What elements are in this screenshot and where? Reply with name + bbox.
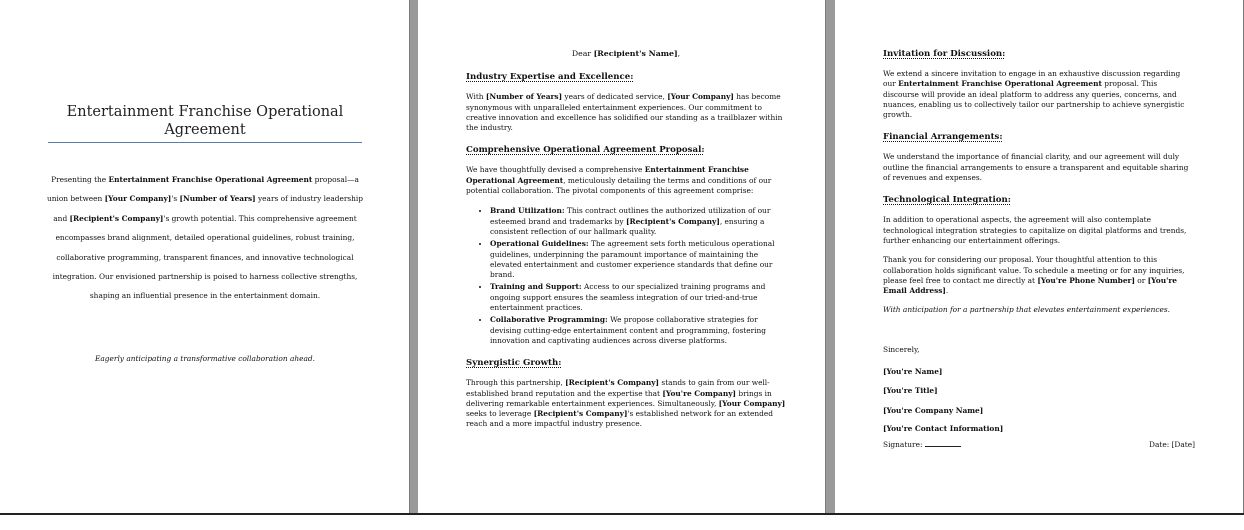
salutation: Dear [Recipient's Name], [571,49,681,58]
document-page-2 [418,0,826,514]
sender-contact: [You're Contact Information] [883,423,1004,433]
sender-company: [You're Company Name] [883,405,984,415]
intro-paragraph: Presenting the Entertainment Franchise Operational Agreement proposal—a union between [Your Company]'s [Number of Years] years of industry leadership and [Recipient's Company]'s growth potential. This comprehensive agreement encompasses brand alignment, detailed operational guidelines, robust training, collaborative programming, transparent finances, and innovative technological integration. Our envisioned partnership is poised to harness collective strengths, shaping an influential presence in the entertainment domain. [46,175,364,301]
paragraph-operational-proposal: We have thoughtfully devised a comprehensive Entertainment Franchise Operational Agreement, meticulously detailing the terms and conditions of our potential collaboration. The pivotal components of this agreement comprise: [466,165,772,196]
paragraph-financial: We understand the importance of financial clarity, and our agreement will duly outline the financial arrangements to ensure a transparent and equitable sharing of revenues and expenses. [883,152,1189,183]
heading-financial: Financial Arrangements: [883,132,1003,143]
sincerely-line: Sincerely, [883,344,920,354]
anticipation-line: With anticipation for a partnership that elevates entertainment experiences. [883,305,1171,315]
paragraph-invitation: We extend a sincere invitation to engage in an exhaustive discussion regarding our Entertainment Franchise Operational Agreement proposal. This discourse will provide an ideal platform to address any queries, concerns, and nuances, enabling us to collectively tailor our partnership to achieve synergistic growth. [883,69,1185,120]
paragraph-thanks: Thank you for considering our proposal. Your thoughtful attention to this collaboration holds significant value. To schedule a meeting or for any inquiries, please feel free to contact me directly at [You're Phone Number] or [You're Email Address]. [883,255,1185,296]
list-item: • Collaborative Programming: We propose collaborative strategies for devising cutting-edge entertainment content and programming, fostering innovation and captivating audiences across diverse platforms. [490,315,786,346]
status-strip [0,515,1244,530]
title-divider [48,142,362,143]
agreement-components-list [466,206,786,346]
heading-invitation: Invitation for Discussion: [883,49,1006,59]
paragraph-synergistic-growth: Through this partnership, [Recipient's Company] stands to gain from our well-established brand reputation and the expertise that [You're Company] brings in delivering remarkable entertainment experiences. Simultaneously, [Your Company] seeks to leverage [Recipient's Company]'s established network for an extended reach and a more impactful industry presence. [466,378,786,429]
document-title: Entertainment Franchise Operational Agreement [66,104,344,138]
paragraph-technological: In addition to operational aspects, the agreement will also contemplate technological integration strategies to capitalize on digital platforms and trends, further enhancing our entertainment offerings. [883,215,1187,245]
signature-row [883,440,1195,450]
heading-synergistic-growth: Synergistic Growth: [466,358,562,369]
paragraph-industry-expertise: With [Number of Years] years of dedicated service, [Your Company] has become synonymous with unparalleled entertainment experiences. Our commitment to creative innovation and excellence has solidified our standing as a trailblazer within the industry. [466,92,783,133]
list-item: • Training and Support: Access to our specialized training programs and ongoing support ensures the seamless integration of our tried-and-true entertainment practices. [490,282,786,313]
document-page-1 [0,0,410,514]
heading-operational-proposal: Comprehensive Operational Agreement Proposal: [466,145,705,156]
heading-industry-expertise: Industry Expertise and Excellence: [466,72,634,83]
heading-technological: Technological Integration: [883,195,1011,206]
closing-line: Eagerly anticipating a transformative collaboration ahead. [95,354,315,363]
sender-title: [You're Title] [883,386,938,396]
list-item: • Operational Guidelines: The agreement sets forth meticulous operational guidelines, underpinning the paramount importance of maintaining the elevated entertainment and customer experience standards that define our brand. [490,239,786,280]
date-label: Date: [Date] [1149,440,1195,450]
signature-line [925,440,961,447]
document-page-3 [835,0,1244,514]
signature-label: Signature: [883,440,923,450]
signature-field [883,440,961,450]
sender-name: [You're Name] [883,367,943,377]
list-item: • Brand Utilization: This contract outlines the authorized utilization of our esteemed brand and trademarks by [Recipient's Company], ensuring a consistent reflection of our hallmark quality. [490,206,786,237]
